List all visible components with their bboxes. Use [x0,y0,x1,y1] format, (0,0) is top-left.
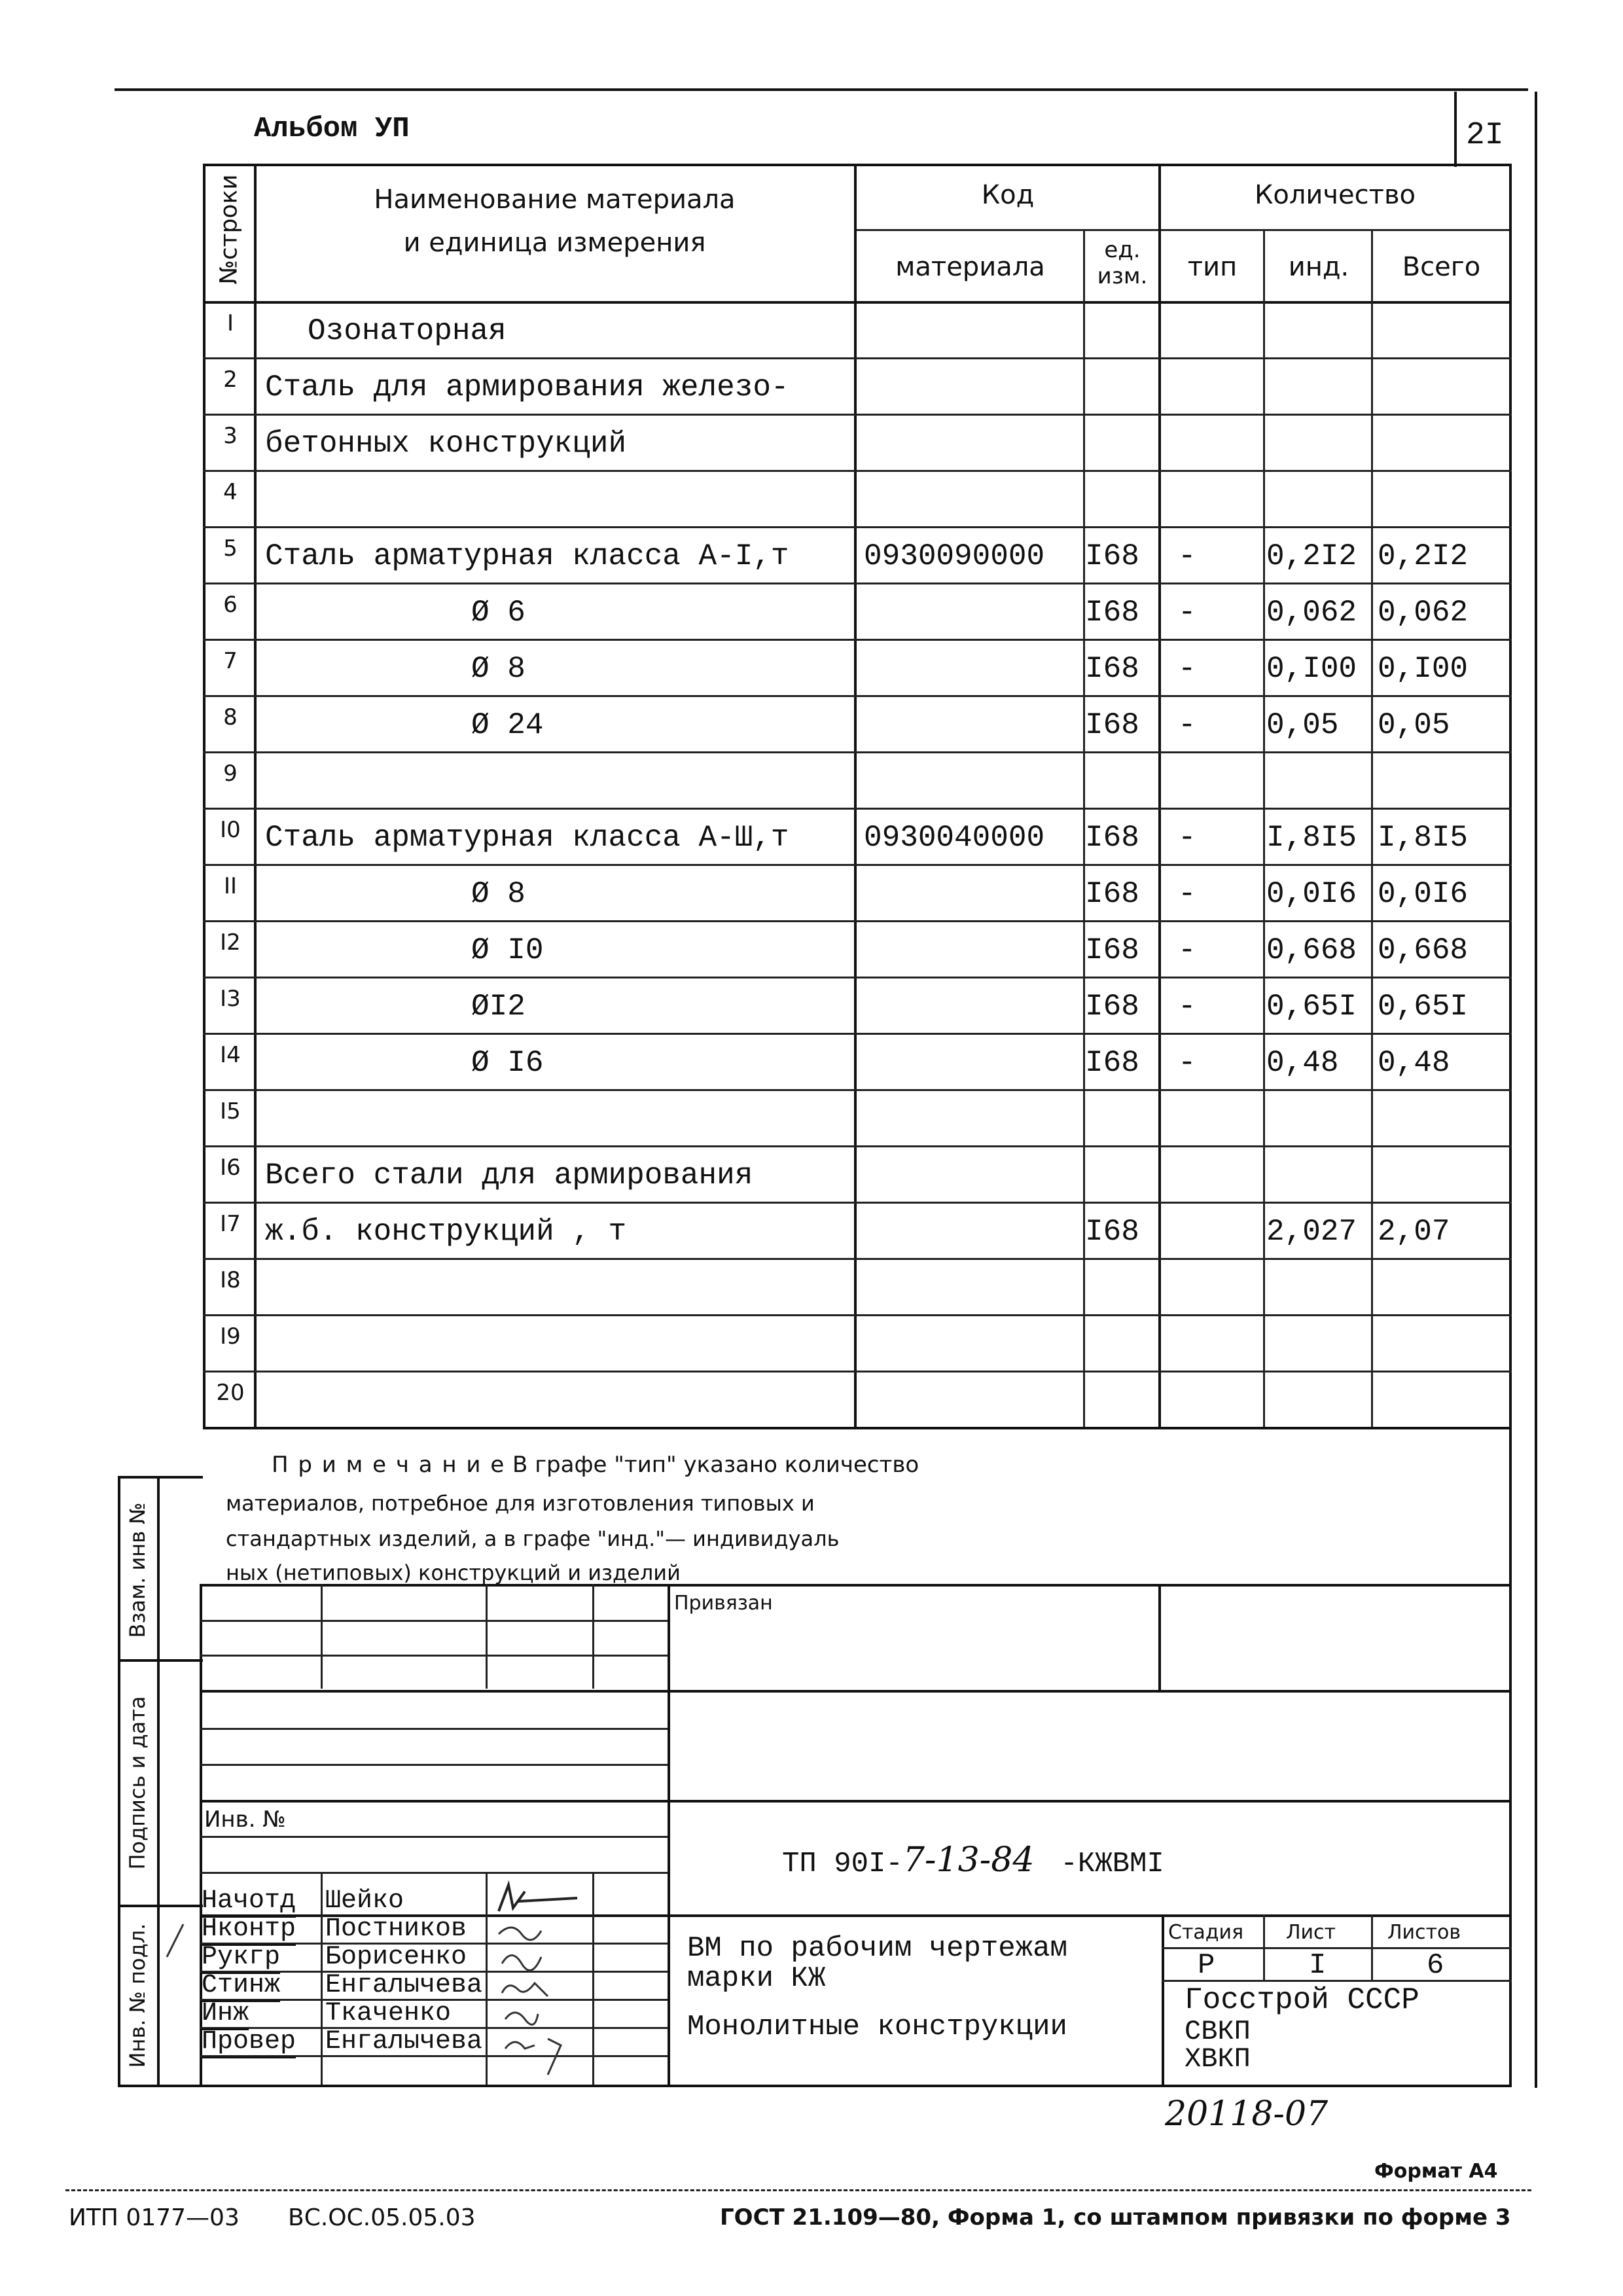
row-divider [203,920,1512,922]
row-number: I [226,310,234,336]
cell-name: ØI2 [471,990,526,1024]
sig-col1 [321,1872,323,2085]
cell-ind: 0,I00 [1266,652,1357,686]
cell-total: 0,062 [1378,596,1469,630]
row-divider [203,1202,1512,1204]
title-line2: марки КЖ [687,1962,826,1995]
side-strip-right [157,1476,160,2085]
side-label-vzam: Взам. инв № [125,1502,150,1638]
cell-ind: 0,2I2 [1266,539,1357,573]
cell-name: Ø I0 [471,933,544,967]
title-line3: Монолитные конструкции [687,2011,1067,2043]
col-qty-border [1158,164,1161,1427]
cell-type: - [1178,933,1196,967]
note-line3: стандартных изделий, а в графе "инд."— индивидуаль [226,1526,840,1551]
cell-name: Всего стали для армирования [265,1158,753,1193]
row-number: 4 [223,479,238,505]
cell-name: Сталь арматурная класса А-I,т [265,539,789,573]
row-number: I9 [220,1323,241,1350]
cell-unit: I68 [1085,539,1139,573]
document-code-handwritten: 7-13-84 [902,1840,1035,1880]
cell-total: 0,48 [1378,1046,1450,1080]
margin-slash [157,1918,196,1970]
sheets-value: 6 [1427,1949,1444,1982]
note-line1-text: В графе "тип" указано количество [505,1452,919,1478]
cell-unit: I68 [1085,1215,1139,1249]
signature-role: Нконтр [202,1914,296,1946]
cell-total: 0,2I2 [1378,539,1469,573]
document-code-suffix: -КЖВМI [1060,1848,1164,1880]
row-number: 2 [223,367,238,393]
row-divider [203,1314,1512,1316]
row-number: II [223,873,238,899]
side-strip-left [118,1476,120,2085]
cell-unit: I68 [1085,652,1139,686]
row-number: 6 [223,592,238,618]
signature-name: Шейко [325,1886,404,1916]
stamp-row-a [200,1620,668,1622]
cell-name: ж.б. конструкций , т [265,1215,627,1249]
inventory-handwritten: 20118-07 [1165,2094,1329,2134]
cell-total: I,8I5 [1378,821,1469,855]
signature-name: Борисенко [325,1943,467,1972]
signature-role: Инж [202,1999,249,2030]
cell-unit: I68 [1085,1046,1139,1080]
note-label: П р и м е ч а н и е [272,1452,506,1478]
cell-ind: I,8I5 [1266,821,1357,855]
header-name-line1: Наименование материала [374,185,736,215]
cell-ind: 0,668 [1266,933,1357,967]
row-divider [203,583,1512,584]
cell-unit: I68 [1085,708,1139,742]
cell-ind: 2,027 [1266,1215,1357,1249]
col-rownum-border [254,164,257,1427]
col-left-border [203,164,205,1427]
signature-role: Провер [202,2027,296,2058]
org-line3: ХВКП [1185,2043,1251,2075]
top-border [115,88,1528,91]
privyazan-label: Привязан [674,1592,773,1615]
col-ind-border [1263,229,1265,1427]
header-code: Код [981,180,1035,210]
cell-name: Сталь арматурная класса А-Ш,т [265,821,789,855]
sheets-label: Листов [1387,1921,1461,1944]
sheet-value: I [1309,1949,1327,1982]
title-line1: ВМ по рабочим чертежам [687,1932,1067,1965]
side-label-inv-podl: Инв. № подл. [125,1923,150,2068]
cell-name: Ø 8 [471,877,526,911]
cell-name: Ø 24 [471,708,544,742]
org-line1: Госстрой СССР [1185,1983,1419,2017]
cell-type: - [1178,877,1196,911]
bottom-border [118,2085,1512,2087]
cell-total: 0,05 [1378,708,1450,742]
row-number: I2 [220,929,241,956]
row-number: 7 [223,648,238,674]
sheet-label: Лист [1286,1921,1336,1944]
row-number: 8 [223,704,238,730]
cell-unit: I68 [1085,596,1139,630]
note-line1 [272,1452,919,1478]
row-divider [203,1258,1512,1260]
header-mid-border [854,229,1512,231]
cell-total: 0,0I6 [1378,877,1469,911]
stamp-divider [668,1584,670,2085]
row-divider [203,526,1512,528]
cell-ind: 0,062 [1266,596,1357,630]
row-divider [203,1145,1512,1147]
signature-role: Рукгр [202,1943,280,1974]
row-number: 3 [223,423,238,449]
cell-total: 0,I00 [1378,652,1469,686]
row-number: I0 [220,817,241,843]
stamp-row-g [200,1836,668,1838]
stamp-top [200,1584,1512,1587]
header-unit: ед. изм. [1097,237,1148,289]
cell-unit: I68 [1085,821,1139,855]
signature-name: Енгалычева [325,1971,483,2000]
col-total-border [1371,229,1373,1427]
row-number: I7 [220,1211,241,1237]
stamp-row-e [200,1764,668,1766]
signature-scribbles [486,1872,597,2085]
footer-rule [65,2189,1531,2191]
row-divider [203,695,1512,697]
document-code [782,1840,1164,1880]
stamp-row-d [200,1728,668,1730]
row-divider [203,639,1512,641]
header-type: тип [1187,252,1238,282]
note-line2: материалов, потребное для изготовления типовых и [226,1491,815,1516]
cell-type: - [1178,652,1196,686]
row-divider [203,357,1512,359]
signature-name: Ткаченко [325,1999,452,2028]
format-label: Формат А4 [1374,2160,1498,2183]
stage-left [1162,1914,1164,2085]
signature-role: Начотд [202,1886,296,1918]
row-divider [203,977,1512,978]
row-number: 9 [223,761,238,787]
signature-role: Стинж [202,1971,280,2002]
row-divider [203,414,1512,416]
row-number: I3 [220,986,241,1012]
privyazan-right [1158,1584,1161,1690]
row-divider [203,864,1512,866]
signature-name: Постников [325,1914,467,1944]
col-right-border [1509,164,1512,2085]
footer-right: ГОСТ 21.109—80, Форма 1, со штампом привязки по форме 3 [720,2204,1511,2231]
cell-code: 0930090000 [864,539,1045,573]
cell-name: Сталь для армирования железо- [265,370,789,404]
row-divider [203,751,1512,753]
stamp-row-c [200,1690,1512,1693]
stamp-row-b [200,1655,668,1657]
row-divider [203,808,1512,810]
cell-total: 0,668 [1378,933,1469,967]
cell-name: Ø 8 [471,652,526,686]
cell-ind: 0,48 [1266,1046,1339,1080]
stamp-col1-top [321,1584,323,1689]
row-divider [203,470,1512,472]
right-frame [1535,92,1537,2088]
cell-type: - [1178,539,1196,573]
header-total: Всего [1402,252,1481,282]
sheet-number-box-left [1454,92,1457,167]
document-code-prefix: ТП 90I- [782,1848,903,1880]
org-line2: СВКП [1185,2016,1251,2047]
album-title: Альбом УП [254,113,410,145]
cell-type: - [1178,990,1196,1024]
note-line4: ных (нетиповых) конструкций и изделий [226,1560,681,1585]
inv-no-label: Инв. № [204,1806,286,1833]
cell-type: - [1178,708,1196,742]
row-number: I8 [220,1267,241,1293]
header-material: материала [895,252,1045,282]
stamp-row-f [200,1800,1512,1803]
stage-value: Р [1198,1949,1215,1982]
row-number: I6 [220,1155,241,1181]
header-row-no: №строки [215,174,243,285]
stamp-col3-top [592,1584,594,1689]
footer-left1: ИТП 0177—03 [69,2204,240,2231]
row-divider [203,1089,1512,1091]
cell-unit: I68 [1085,877,1139,911]
row-number: 20 [216,1380,245,1406]
cell-unit: I68 [1085,933,1139,967]
cell-type: - [1178,821,1196,855]
cell-ind: 0,65I [1266,990,1357,1024]
cell-name: Озонаторная [308,314,507,348]
row-number: I5 [220,1098,241,1124]
row-divider [203,1371,1512,1372]
signature-name: Енгалычева [325,2027,483,2056]
header-quantity: Количество [1254,180,1416,210]
cell-unit: I68 [1085,990,1139,1024]
row-divider [203,1033,1512,1035]
stamp-col2-top [486,1584,488,1689]
header-bottom-border [203,301,1512,304]
row-number: I4 [220,1042,241,1068]
stamp-row-h [200,1872,668,1874]
cell-total: 2,07 [1378,1215,1450,1249]
table-top-border [203,164,1512,166]
sheet-number: 2I [1466,118,1504,153]
cell-name: Ø I6 [471,1046,544,1080]
row-number: 5 [223,535,238,562]
stage-label: Стадия [1168,1921,1244,1944]
cell-name: бетонных конструкций [265,427,627,461]
cell-name: Ø 6 [471,596,526,630]
cell-total: 0,65I [1378,990,1469,1024]
cell-ind: 0,0I6 [1266,877,1357,911]
footer-left2: ВС.ОС.05.05.03 [288,2204,476,2231]
cell-ind: 0,05 [1266,708,1339,742]
cell-type: - [1178,1046,1196,1080]
cell-type: - [1178,596,1196,630]
header-ind: инд. [1288,252,1349,282]
header-name-line2: и единица измерения [403,228,706,258]
col-code-border [854,164,857,1427]
side-label-podpis: Подпись и дата [125,1696,150,1870]
table-bottom-border [203,1427,1512,1429]
cell-code: 0930040000 [864,821,1045,855]
